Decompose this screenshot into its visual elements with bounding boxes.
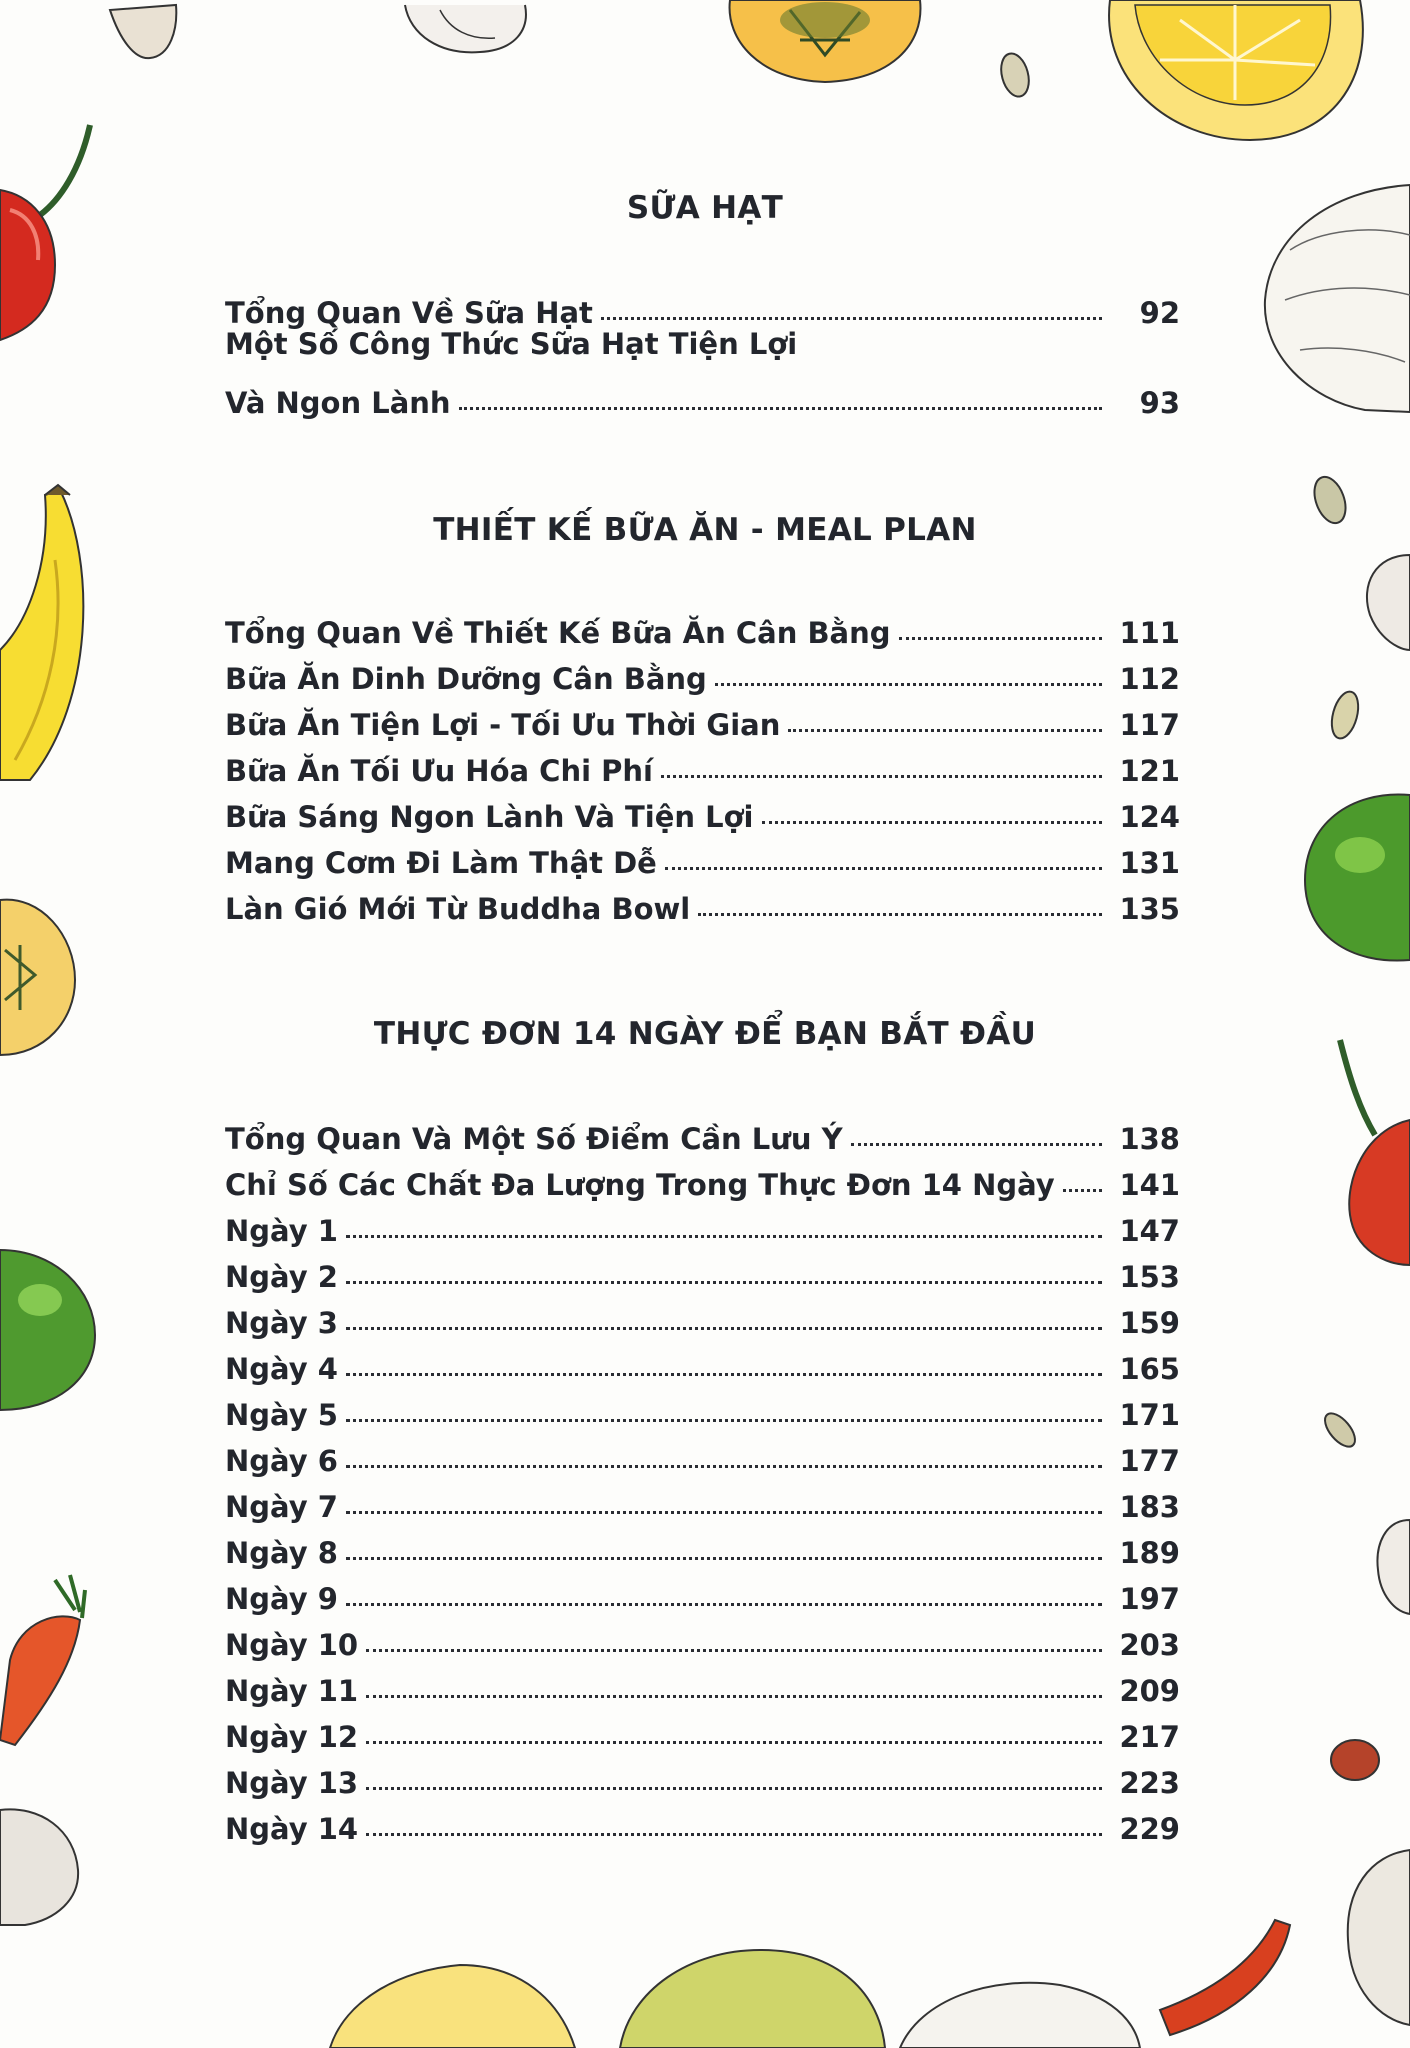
dot-leader — [851, 1143, 1102, 1146]
toc-entry-title: Tổng Quan Về Thiết Kế Bữa Ăn Cân Bằng — [225, 616, 891, 650]
toc-entry-title: Ngày 3 — [225, 1306, 338, 1340]
toc-entry-page: 111 — [1119, 616, 1180, 650]
toc-entry[interactable] — [225, 1294, 1180, 1340]
cabbage-icon — [900, 1983, 1140, 2048]
dot-leader — [346, 1511, 1102, 1514]
toc-entry-page: 223 — [1119, 1766, 1180, 1800]
toc-entry[interactable] — [225, 1708, 1180, 1754]
toc-entry[interactable] — [225, 1386, 1180, 1432]
toc-entry-page: 117 — [1119, 708, 1180, 742]
dot-leader — [366, 1741, 1102, 1744]
toc-entry[interactable] — [225, 1248, 1180, 1294]
toc-entry-page: 183 — [1119, 1490, 1180, 1524]
toc-entry-page: 189 — [1119, 1536, 1180, 1570]
dot-leader — [346, 1557, 1102, 1560]
lemon-icon — [330, 1965, 575, 2048]
toc-entry-page: 197 — [1119, 1582, 1180, 1616]
toc-entry-title: Ngày 8 — [225, 1536, 338, 1570]
toc-entry[interactable] — [225, 1754, 1180, 1800]
toc-entry[interactable] — [225, 742, 1180, 788]
toc-entry-title: Bữa Ăn Tiện Lợi - Tối Ưu Thời Gian — [225, 708, 781, 742]
onion-icon — [1348, 1850, 1410, 2025]
toc-entry-page: 147 — [1119, 1214, 1180, 1248]
dot-leader — [459, 407, 1102, 410]
section-heading: SỮA HẠT — [626, 190, 784, 226]
toc-entry[interactable] — [225, 880, 1180, 926]
onion-icon — [1377, 1520, 1410, 1614]
avocado-icon — [620, 1950, 885, 2048]
garlic-icon — [1367, 555, 1410, 650]
seed-icon — [1309, 473, 1363, 1452]
garlic-icon — [110, 5, 176, 58]
toc-entry-page: 229 — [1119, 1812, 1180, 1846]
toc-entry-title: Ngày 4 — [225, 1352, 338, 1386]
toc-entry-page: 159 — [1119, 1306, 1180, 1340]
toc-entry-title: Ngày 12 — [225, 1720, 359, 1754]
toc-entry-title: Ngày 13 — [225, 1766, 359, 1800]
dot-leader — [665, 867, 1102, 870]
dot-leader — [346, 1281, 1102, 1284]
tomato-icon — [1340, 1040, 1410, 1265]
toc-entry-title: Tổng Quan Và Một Số Điểm Cần Lưu Ý — [225, 1122, 843, 1156]
toc-entry-title: Bữa Ăn Dinh Dưỡng Cân Bằng — [225, 662, 707, 696]
toc-entry[interactable] — [225, 1202, 1180, 1248]
toc-entry-title: Ngày 10 — [225, 1628, 359, 1662]
lime-icon — [0, 1250, 95, 1410]
carrot-icon — [0, 1575, 85, 1745]
toc-entry-page: 138 — [1119, 1122, 1180, 1156]
toc-entry-page: 124 — [1119, 800, 1180, 834]
toc-entry-page: 135 — [1119, 892, 1180, 926]
toc-entry-title: Ngày 1 — [225, 1214, 338, 1248]
toc-entry-title: Ngày 14 — [225, 1812, 359, 1846]
dot-leader — [346, 1465, 1102, 1468]
toc-entry-title: Mang Cơm Đi Làm Thật Dễ — [225, 846, 657, 880]
dot-leader — [366, 1833, 1102, 1836]
toc-entry-page: 112 — [1119, 662, 1180, 696]
toc-entry-title: Và Ngon Lành — [225, 386, 451, 420]
dot-leader — [366, 1695, 1102, 1698]
toc-entry-page: 171 — [1119, 1398, 1180, 1432]
section-heading: THỰC ĐƠN 14 NGÀY ĐỂ BẠN BẮT ĐẦU — [373, 1016, 1037, 1052]
toc-entry[interactable] — [225, 834, 1180, 880]
seed-icon — [997, 50, 1034, 99]
chili-pepper-icon — [1160, 1920, 1290, 2035]
dot-leader — [698, 913, 1102, 916]
toc-entry-page: 92 — [1139, 296, 1180, 330]
lemon-icon — [1109, 0, 1363, 140]
toc-entry-page: 93 — [1139, 386, 1180, 420]
toc-entry[interactable] — [225, 604, 1180, 650]
toc-entry[interactable] — [225, 1156, 1180, 1202]
toc-entry[interactable] — [225, 1570, 1180, 1616]
toc-entry-page: 217 — [1119, 1720, 1180, 1754]
toc-entry-page: 141 — [1119, 1168, 1180, 1202]
dot-leader — [762, 821, 1103, 824]
toc-entry[interactable] — [225, 1110, 1180, 1156]
toc-entry-title: Ngày 6 — [225, 1444, 338, 1478]
toc-entry-title: Làn Gió Mới Từ Buddha Bowl — [225, 892, 691, 926]
toc-entry[interactable] — [225, 1340, 1180, 1386]
dot-leader — [1063, 1189, 1102, 1192]
toc-entry-page: 165 — [1119, 1352, 1180, 1386]
dot-leader — [601, 317, 1102, 320]
toc-entry-title: Ngày 2 — [225, 1260, 338, 1294]
toc-entry-title: Chỉ Số Các Chất Đa Lượng Trong Thực Đơn 14 Ngày — [225, 1168, 1055, 1202]
dot-leader — [346, 1327, 1102, 1330]
toc-entry-page: 121 — [1119, 754, 1180, 788]
bean-icon — [1331, 1740, 1379, 1780]
toc-entry[interactable] — [225, 650, 1180, 696]
dot-leader — [346, 1419, 1102, 1422]
toc-entry[interactable] — [225, 1524, 1180, 1570]
dot-leader — [715, 683, 1102, 686]
toc-entry[interactable] — [225, 284, 1180, 330]
toc-entry[interactable] — [225, 1662, 1180, 1708]
dot-leader — [661, 775, 1102, 778]
toc-entry[interactable] — [225, 1616, 1180, 1662]
toc-entry-page: 209 — [1119, 1674, 1180, 1708]
toc-entry-title-line1[interactable]: Một Số Công Thức Sữa Hạt Tiện Lợi — [225, 327, 798, 361]
toc-entry[interactable] — [225, 1800, 1180, 1846]
persimmon-icon — [730, 0, 921, 82]
dot-leader — [366, 1787, 1102, 1790]
toc-entry-title: Ngày 5 — [225, 1398, 338, 1432]
toc-entry-page: 153 — [1119, 1260, 1180, 1294]
toc-entry-title: Tổng Quan Về Sữa Hạt — [225, 296, 593, 330]
toc-entry-title: Ngày 7 — [225, 1490, 338, 1524]
toc-entry[interactable] — [225, 788, 1180, 834]
chili-pepper-icon — [0, 125, 90, 340]
toc-entry-page: 177 — [1119, 1444, 1180, 1478]
toc-entry-title: Bữa Ăn Tối Ưu Hóa Chi Phí — [225, 754, 653, 788]
toc-entry-title: Bữa Sáng Ngon Lành Và Tiện Lợi — [225, 800, 754, 834]
toc-entry[interactable] — [225, 1478, 1180, 1524]
dot-leader — [899, 637, 1102, 640]
toc-entry-page: 131 — [1119, 846, 1180, 880]
toc-entry[interactable] — [225, 1432, 1180, 1478]
toc-entry[interactable] — [225, 696, 1180, 742]
toc-entry-title: Ngày 11 — [225, 1674, 359, 1708]
lime-icon — [1305, 795, 1410, 961]
toc-entry-page: 203 — [1119, 1628, 1180, 1662]
dot-leader — [346, 1235, 1102, 1238]
dot-leader — [788, 729, 1102, 732]
garlic-icon — [0, 1809, 78, 1925]
dot-leader — [346, 1373, 1102, 1376]
dot-leader — [346, 1603, 1102, 1606]
toc-entry-title: Ngày 9 — [225, 1582, 338, 1616]
dot-leader — [366, 1649, 1102, 1652]
onion-icon — [405, 5, 526, 52]
section-heading: THIẾT KẾ BỮA ĂN - MEAL PLAN — [433, 512, 977, 548]
toc-entry[interactable] — [225, 374, 1180, 420]
